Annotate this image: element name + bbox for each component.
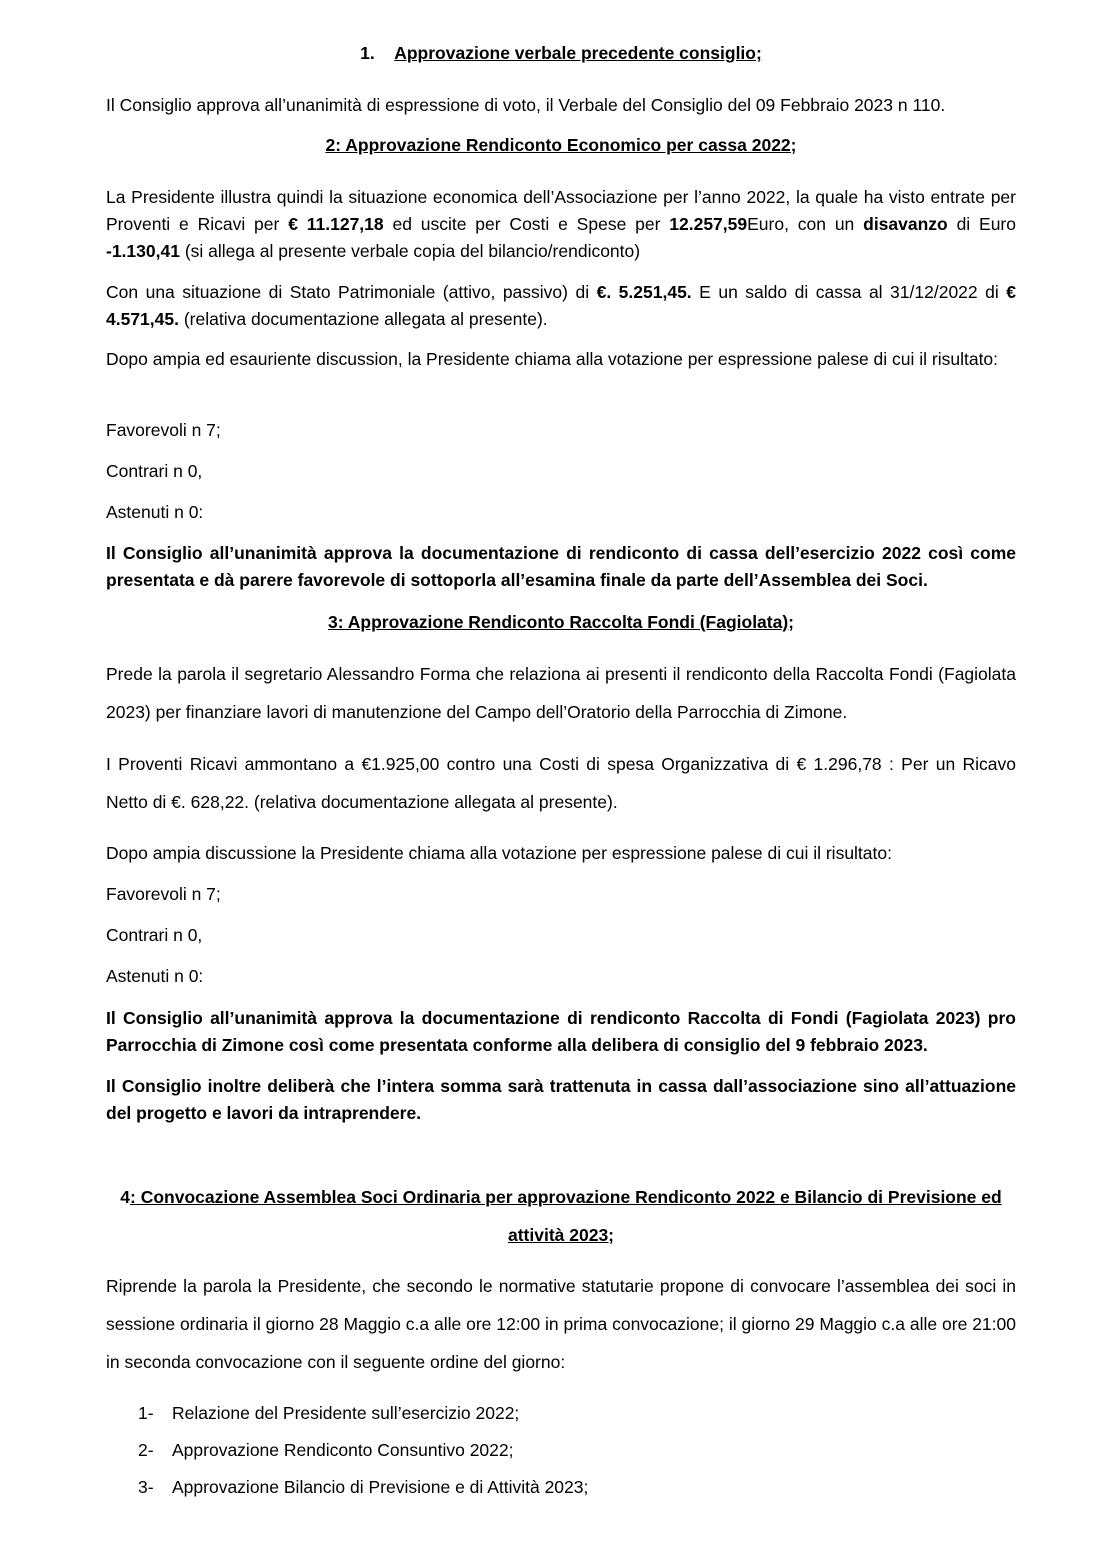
agenda-item: [138, 1395, 588, 1432]
expense-amount: 12.257,59: [669, 214, 748, 234]
section-1-heading: [106, 40, 1016, 67]
section-3-resolution-1: Il Consiglio all’unanimità approva la documentazione di rendiconto Raccolta di Fondi (Fagiolata 2023) pro Parrocchia di Zimone così come presentata conforme alla delibera di consiglio del 9 febbraio 2023.: [106, 1008, 1016, 1055]
agenda-item-text: Approvazione Rendiconto Consuntivo 2022;: [172, 1440, 514, 1460]
section-2-contrari: Contrari n 0,: [106, 461, 203, 481]
agenda-item-text: Relazione del Presidente sull’esercizio 2022;: [172, 1403, 520, 1423]
section-1-title: Approvazione verbale precedente consiglio;: [394, 43, 762, 63]
section-4-heading: [106, 1178, 1016, 1254]
section-2-paragraph-2: [106, 279, 1016, 333]
section-3-resolution-2: Il Consiglio inoltre deliberà che l’intera somma sarà trattenuta in cassa dall’associazione sino all’attuazione del progetto e lavori da intraprendere.: [106, 1076, 1016, 1123]
agenda-item-number: 3-: [138, 1477, 154, 1497]
agenda-list: [138, 1395, 588, 1506]
section-3-paragraph-3: Dopo ampia discussione la Presidente chiama alla votazione per espressione palese di cui il risultato:: [106, 843, 892, 863]
section-1-number: 1.: [360, 43, 375, 63]
text-run: (si allega al presente verbale copia del bilancio/rendiconto): [179, 241, 641, 261]
section-4-number: 4: [120, 1187, 131, 1207]
agenda-item-number: 1-: [138, 1403, 154, 1423]
agenda-item-text: Approvazione Bilancio di Previsione e di Attività 2023;: [172, 1477, 589, 1497]
text-run: Con una situazione di Stato Patrimoniale (attivo, passivo) di: [106, 282, 597, 302]
section-3-paragraph-1: Prede la parola il segretario Alessandro Forma che relaziona ai presenti il rendiconto della Raccolta Fondi (Fagiolata 2023) per finanziare lavori di manutenzione del Campo dell’Oratorio della Parrocchia di Zimone.: [106, 664, 1016, 722]
section-3-astenuti: Astenuti n 0:: [106, 966, 204, 986]
agenda-item-number: 2-: [138, 1440, 154, 1460]
text-run: ed uscite per Costi e Spese per: [383, 214, 670, 234]
income-amount: € 11.127,18: [288, 214, 384, 234]
section-2-heading: 2: Approvazione Rendiconto Economico per cassa 2022;: [325, 135, 797, 155]
text-run: La Presidente illustra quindi la situazione economica dell’Associazione per l’anno 2022, la quale ha visto entrate per Proventi e Ricavi per: [106, 187, 1016, 234]
section-2-favorevoli: Favorevoli n 7;: [106, 420, 221, 440]
section-2-paragraph-3: Dopo ampia ed esauriente discussion, la Presidente chiama alla votazione per espressione palese di cui il risultato:: [106, 349, 999, 369]
text-run: (relativa documentazione allegata al presente).: [178, 309, 548, 329]
deficit-amount: -1.130,41: [106, 241, 180, 261]
section-3-heading: 3: Approvazione Rendiconto Raccolta Fondi (Fagiolata);: [327, 612, 795, 632]
section-4-paragraph-1: Riprende la parola la Presidente, che secondo le normative statutarie propone di convocare l’assemblea dei soci in sessione ordinaria il giorno 28 Maggio c.a alle ore 12:00 in prima convocazione; il giorno 29 Maggio c.a alle ore 21:00 in seconda convocazione con il seguente ordine del giorno:: [106, 1276, 1016, 1372]
assets-amount: €. 5.251,45.: [596, 282, 692, 302]
section-1-text: Il Consiglio approva all’unanimità di espressione di voto, il Verbale del Consiglio del 09 Febbraio 2023 n 110.: [106, 95, 946, 115]
text-run: E un saldo di cassa al 31/12/2022 di: [691, 282, 1007, 302]
section-3-favorevoli: Favorevoli n 7;: [106, 884, 221, 904]
deficit-label: disavanzo: [863, 214, 948, 234]
agenda-item: [138, 1469, 588, 1506]
text-run: Euro, con un: [747, 214, 864, 234]
cash-balance-amount: € 4.571,45.: [106, 282, 1016, 329]
section-3-paragraph-2: I Proventi Ricavi ammontano a €1.925,00 contro una Costi di spesa Organizzativa di € 1.296,78 : Per un Ricavo Netto di €. 628,22. (relativa documentazione allegata al presente).: [106, 754, 1016, 812]
section-2-astenuti: Astenuti n 0:: [106, 502, 204, 522]
section-2-paragraph-1: [106, 184, 1016, 265]
section-2-resolution: Il Consiglio all’unanimità approva la documentazione di rendiconto di cassa dell’esercizio 2022 così come presentata e dà parere favorevole di sottoporla all’esamina finale da parte dell’Assemblea dei Soci.: [106, 543, 1016, 590]
section-4-title: : Convocazione Assemblea Soci Ordinaria per approvazione Rendiconto 2022 e Bilancio di Previsione ed attività 2023;: [130, 1187, 1002, 1245]
section-3-contrari: Contrari n 0,: [106, 925, 203, 945]
text-run: di Euro: [947, 214, 1016, 234]
agenda-item: [138, 1432, 588, 1469]
